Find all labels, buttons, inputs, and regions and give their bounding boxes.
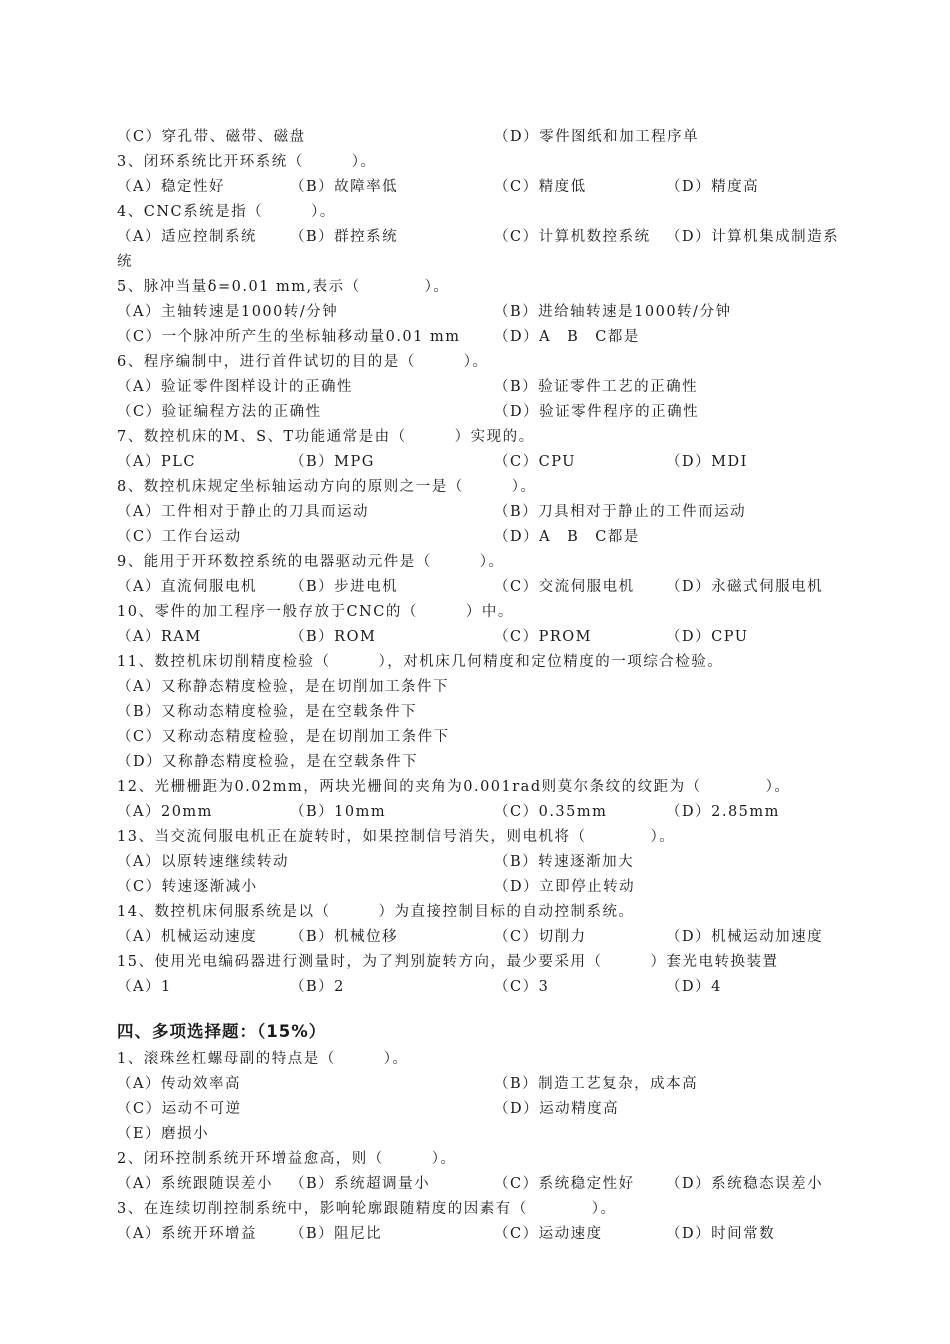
text-line: [0, 1149, 950, 1174]
text-line: [0, 777, 950, 802]
option-text: （A）稳定性好: [117, 179, 225, 195]
option-text: （B）2: [290, 979, 345, 995]
option-text: （C）切削力: [494, 929, 587, 945]
option-text: （B）阻尼比: [290, 1226, 383, 1242]
question-text: 1、滚珠丝杠螺母副的特点是（ ）。: [117, 1051, 409, 1067]
text-line: [0, 277, 950, 302]
text-line: [0, 752, 950, 777]
question-text: （E）磨损小: [117, 1126, 210, 1142]
text-line: [0, 577, 950, 602]
question-text: 5、脉冲当量δ=0.01 mm,表示（ ）。: [117, 279, 450, 295]
option-text: （B）进给轴转速是1000转/分钟: [494, 304, 732, 320]
option-text: （D）MDI: [666, 454, 748, 470]
text-line: [0, 852, 950, 877]
option-text: （A）直流伺服电机: [117, 579, 257, 595]
question-text: 12、光栅栅距为0.02mm，两块光栅间的夹角为0.001rad则莫尔条纹的纹距为（ ）。: [117, 779, 791, 795]
option-text: （B）ROM: [290, 629, 377, 645]
option-text: （D）A B C都是: [494, 529, 640, 545]
option-text: （B）验证零件工艺的正确性: [494, 379, 699, 395]
option-text: （C）系统稳定性好: [494, 1176, 635, 1192]
option-text: （B）系统超调量小: [290, 1176, 431, 1192]
option-text: （B）群控系统: [290, 229, 399, 245]
text-line: [0, 702, 950, 727]
text-line: [0, 252, 950, 277]
question-text: 13、当交流伺服电机正在旋转时，如果控制信号消失，则电机将（ ）。: [117, 829, 676, 845]
text-line: [0, 327, 950, 352]
option-text: （D）验证零件程序的正确性: [494, 404, 700, 420]
question-text: 3、在连续切削控制系统中，影响轮廓跟随精度的因素有（ ）。: [117, 1201, 617, 1217]
option-text: （D）CPU: [666, 629, 749, 645]
option-text: （D）立即停止转动: [494, 879, 636, 895]
option-text: （B）10mm: [290, 804, 387, 820]
option-text: （D）A B C都是: [494, 329, 640, 345]
question-text: 4、CNC系统是指（ ）。: [117, 204, 336, 220]
option-text: （C）一个脉冲所产生的坐标轴移动量0.01 mm: [117, 329, 461, 345]
text-line: [0, 802, 950, 827]
text-line: [0, 477, 950, 502]
option-text: （A）验证零件图样设计的正确性: [117, 379, 353, 395]
text-line: [0, 127, 950, 152]
text-line: [0, 377, 950, 402]
text-line: [0, 1124, 950, 1149]
option-text: （A）系统开环增益: [117, 1226, 257, 1242]
question-text: （B）又称动态精度检验，是在空载条件下: [117, 704, 418, 720]
text-line: [0, 302, 950, 327]
option-text: （D）机械运动加速度: [666, 929, 824, 945]
option-text: （B）步进电机: [290, 579, 399, 595]
text-line: [0, 227, 950, 252]
text-line: [0, 427, 950, 452]
text-line: [0, 627, 950, 652]
text-line: [0, 952, 950, 977]
text-line: [0, 177, 950, 202]
text-line: [0, 827, 950, 852]
option-text: （A）机械运动速度: [117, 929, 257, 945]
text-line: [0, 977, 950, 1002]
question-text: 2、闭环控制系统开环增益愈高，则（ ）。: [117, 1151, 457, 1167]
option-text: （D）运动精度高: [494, 1101, 620, 1117]
text-line: [0, 1049, 950, 1074]
question-text: 9、能用于开环数控系统的电器驱动元件是（ ）。: [117, 554, 505, 570]
question-text: （C）又称动态精度检验，是在切削加工条件下: [117, 729, 450, 745]
text-line: [0, 1074, 950, 1099]
text-line: [0, 902, 950, 927]
section-heading: 四、多项选择题：（15%）: [117, 1022, 327, 1041]
question-text: 14、数控机床伺服系统是以（ ）为直接控制目标的自动控制系统。: [117, 904, 635, 920]
option-text: （C）验证编程方法的正确性: [117, 404, 322, 420]
option-text: （A）PLC: [117, 454, 196, 470]
option-text: （A）传动效率高: [117, 1076, 241, 1092]
question-text: 7、数控机床的M、S、T功能通常是由（ ）实现的。: [117, 429, 535, 445]
option-text: （A）20mm: [117, 804, 213, 820]
text-line: [0, 877, 950, 902]
option-text: （B）机械位移: [290, 929, 399, 945]
text-line: [0, 502, 950, 527]
text-line: [0, 527, 950, 552]
question-text: 11、数控机床切削精度检验（ ），对机床几何精度和定位精度的一项综合检验。: [117, 654, 724, 670]
text-line: [0, 1199, 950, 1224]
option-text: （B）转速逐渐加大: [494, 854, 635, 870]
text-line: [0, 652, 950, 677]
text-line: [0, 677, 950, 702]
text-line: [0, 352, 950, 377]
text-line: [0, 152, 950, 177]
text-line: [0, 402, 950, 427]
question-text: （D）又称静态精度检验，是在空载条件下: [117, 754, 419, 770]
option-text: （C）计算机数控系统: [494, 229, 651, 245]
option-text: （C）工作台运动: [117, 529, 242, 545]
option-text: （C）穿孔带、磁带、磁盘: [117, 129, 306, 145]
option-text: （A）RAM: [117, 629, 202, 645]
text-line: [0, 1099, 950, 1124]
question-text: 统: [117, 254, 133, 270]
option-text: （D）时间常数: [666, 1226, 776, 1242]
question-text: 3、闭环系统比开环系统（ ）。: [117, 154, 377, 170]
question-text: 10、零件的加工程序一般存放于CNC的（ ）中。: [117, 604, 514, 620]
option-text: （C）精度低: [494, 179, 587, 195]
option-text: （D）系统稳态误差小: [666, 1176, 824, 1192]
option-text: （A）系统跟随误差小: [117, 1176, 273, 1192]
question-text: 6、程序编制中，进行首件试切的目的是（ ）。: [117, 354, 489, 370]
option-text: （D）精度高: [666, 179, 760, 195]
option-text: （B）制造工艺复杂，成本高: [494, 1076, 699, 1092]
option-text: （C）转速逐渐减小: [117, 879, 258, 895]
text-line: [0, 727, 950, 752]
option-text: （D）零件图纸和加工程序单: [494, 129, 700, 145]
option-text: （B）刀具相对于静止的工件而运动: [494, 504, 747, 520]
option-text: （C）运动不可逆: [117, 1101, 242, 1117]
option-text: （A）适应控制系统: [117, 229, 257, 245]
question-text: （A）又称静态精度检验，是在切削加工条件下: [117, 679, 449, 695]
option-text: （A）以原转速继续转动: [117, 854, 289, 870]
option-text: （C）CPU: [494, 454, 576, 470]
option-text: （D）2.85mm: [666, 804, 780, 820]
option-text: （D）4: [666, 979, 722, 995]
option-text: （B）故障率低: [290, 179, 399, 195]
option-text: （A）工件相对于静止的刀具而运动: [117, 504, 369, 520]
option-text: （C）运动速度: [494, 1226, 603, 1242]
text-line: [0, 452, 950, 477]
question-text: 15、使用光电编码器进行测量时，为了判别旋转方向，最少要采用（ ）套光电转换装置: [117, 954, 779, 970]
text-line: [0, 927, 950, 952]
option-text: （D）永磁式伺服电机: [666, 579, 824, 595]
option-text: （C）3: [494, 979, 550, 995]
question-text: 8、数控机床规定坐标轴运动方向的原则之一是（ ）。: [117, 479, 537, 495]
text-line: [0, 1174, 950, 1199]
option-text: （A）1: [117, 979, 172, 995]
option-text: （C）交流伺服电机: [494, 579, 635, 595]
text-line: [0, 552, 950, 577]
text-line: [0, 602, 950, 627]
text-line: [0, 202, 950, 227]
option-text: （D）计算机集成制造系: [666, 229, 840, 245]
option-text: （C）PROM: [494, 629, 593, 645]
text-line: [0, 1224, 950, 1249]
option-text: （B）MPG: [290, 454, 375, 470]
option-text: （C）0.35mm: [494, 804, 608, 820]
option-text: （A）主轴转速是1000转/分钟: [117, 304, 339, 320]
